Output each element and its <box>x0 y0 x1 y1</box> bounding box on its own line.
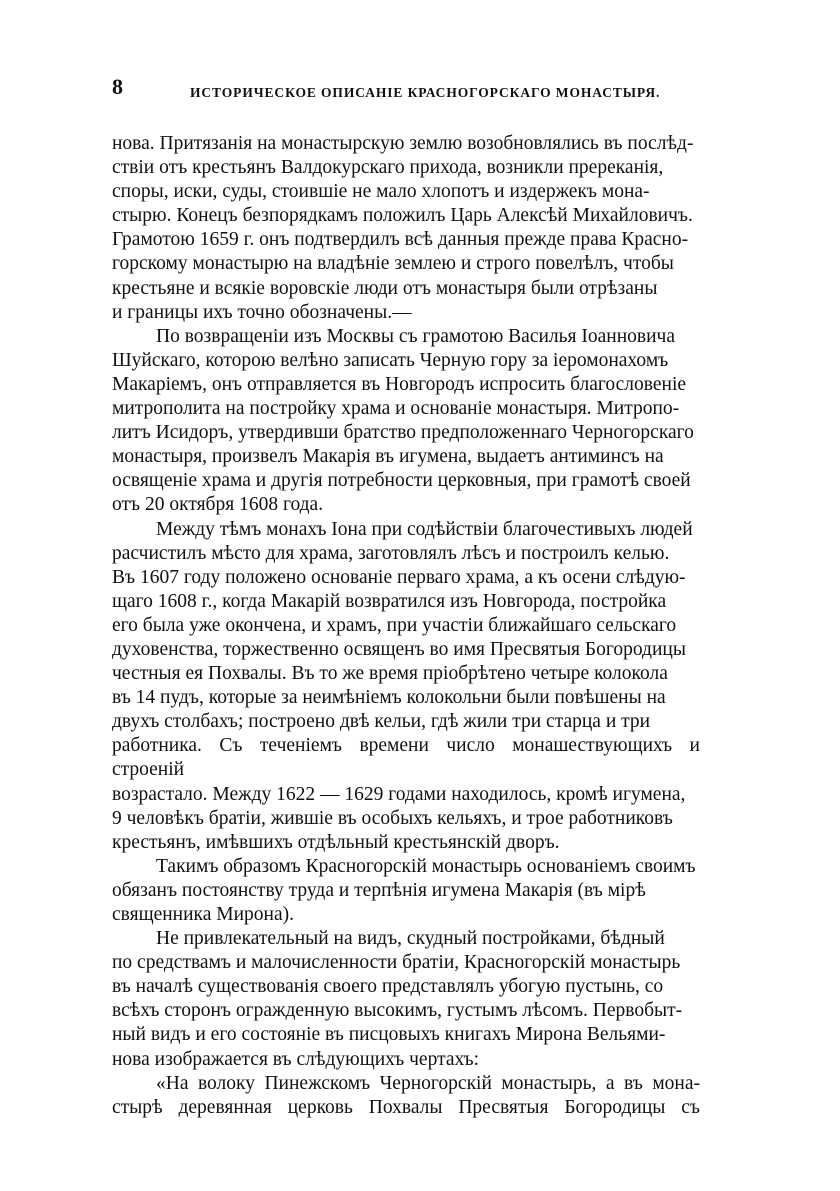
text-line: двухъ столбахъ; построено двѣ кельи, гдѣ жили три старца и три <box>112 711 651 733</box>
text-line: освященіе храма и другія потребности церковныя, при грамотѣ своей <box>112 470 691 492</box>
text-line: ный видъ и его состояніе въ писцовыхъ книгахъ Мирона Вельями- <box>112 1024 666 1046</box>
text-line: всѣхъ сторонъ огражденную высокимъ, густымъ лѣсомъ. Первобыт- <box>112 1000 683 1022</box>
text-line: крестьяне и всякіе воровскіе люди отъ монастыря были отрѣзаны <box>112 277 658 299</box>
text-line: работника. Съ теченіемъ времени число монашествующихъ и строеній <box>112 735 700 781</box>
text-line: духовенства, торжественно освященъ во имя Пресвятыя Богородицы <box>112 638 686 660</box>
text-line: обязанъ постоянству труда и терпѣнія игумена Макарія (въ мірѣ <box>112 879 646 901</box>
text-line: его была уже окончена, и храмъ, при участіи ближайшаго сельскаго <box>112 614 677 636</box>
text-line: въ началѣ существованія своего представлялъ убогую пустынь, со <box>112 976 664 998</box>
text-line: въ 14 пудъ, которые за неимѣніемъ колокольни были повѣшены на <box>112 687 666 709</box>
text-line: нова изображается въ слѣдующихъ чертахъ: <box>112 1048 479 1070</box>
text-line: щаго 1608 г., когда Макарій возвратился изъ Новгорода, постройка <box>112 590 667 612</box>
text-line: литъ Исидоръ, утвердивши братство предположеннаго Черногорскаго <box>112 422 694 444</box>
paragraph <box>112 325 700 518</box>
text-line: митрополита на постройку храма и основаніе монастыря. Митропо- <box>112 398 680 420</box>
page <box>112 76 700 1120</box>
text-line: стырѣ деревянная церковь Похвалы Пресвятыя Богородицы съ <box>112 1096 700 1118</box>
text-line: по средствамъ и малочисленности братіи, Красногорскій монастырь <box>112 952 681 974</box>
text-line: возрастало. Между 1622 — 1629 годами находилось, кромѣ игумена, <box>112 783 686 805</box>
text-line: горскому монастырю на владѣніе землею и строго повелѣлъ, чтобы <box>112 253 674 275</box>
text-line: «На волоку Пинежскомъ Черногорскій монастырь, а въ мона- <box>156 1072 700 1094</box>
paragraph <box>112 1072 700 1120</box>
running-title: ИСТОРИЧЕСКОЕ ОПИСАНІЕ КРАСНОГОРСКАГО МОНАСТЫРЯ. <box>190 85 661 100</box>
paragraph <box>112 927 700 1072</box>
text-line: стырю. Конецъ безпорядкамъ положилъ Царь Алексѣй Михайловичъ. <box>112 205 693 227</box>
text-line: Такимъ образомъ Красногорскій монастырь основаніемъ своимъ <box>156 855 696 877</box>
body-text <box>112 132 700 1120</box>
text-line: ствіи отъ крестьянъ Валдокурскаго прихода, возникли пререканія, <box>112 157 664 179</box>
text-line: нова. Притязанія на монастырскую землю возобновлялись въ послѣд- <box>112 133 694 154</box>
paragraph <box>112 855 700 927</box>
text-line: честныя ея Похвалы. Въ то же время пріобрѣтено четыре колокола <box>112 663 668 685</box>
text-line: Шуйскаго, которою велѣно записать Черную гору за іеромонахомъ <box>112 349 669 371</box>
text-line: и границы ихъ точно обозначены.— <box>112 301 412 323</box>
text-line: Въ 1607 году положено основаніе перваго храма, а къ осени слѣдую- <box>112 566 686 588</box>
text-line: Макаріемъ, онъ отправляется въ Новгородъ испросить благословеніе <box>112 373 687 395</box>
text-line: споры, иски, суды, стоившіе не мало хлопотъ и издержекъ мона- <box>112 181 650 203</box>
text-line: монастыря, произвелъ Макарія въ игумена, выдаетъ антиминсъ на <box>112 446 664 468</box>
text-line: Грамотою 1659 г. онъ подтвердилъ всѣ данныя прежде права Красно- <box>112 229 689 251</box>
text-line: По возвращеніи изъ Москвы съ грамотою Василья Іоанновича <box>156 325 675 347</box>
text-line: крестьянъ, имѣвшихъ отдѣльный крестьянскій дворъ. <box>112 831 560 853</box>
text-line: священника Мирона). <box>112 904 294 925</box>
page-header <box>112 76 700 110</box>
text-line: отъ 20 октября 1608 года. <box>112 494 324 516</box>
page-number: 8 <box>112 74 123 99</box>
text-line: 9 человѣкъ братіи, жившіе въ особыхъ кельяхъ, и трое работниковъ <box>112 807 673 829</box>
paragraph <box>112 518 700 855</box>
text-line: Не привлекательный на видъ, скудный постройками, бѣдный <box>156 928 665 950</box>
text-line: расчистилъ мѣсто для храма, заготовлялъ лѣсъ и построилъ келью. <box>112 542 670 564</box>
text-line: Между тѣмъ монахъ Іона при содѣйствіи благочестивыхъ людей <box>156 518 693 540</box>
paragraph <box>112 132 700 325</box>
